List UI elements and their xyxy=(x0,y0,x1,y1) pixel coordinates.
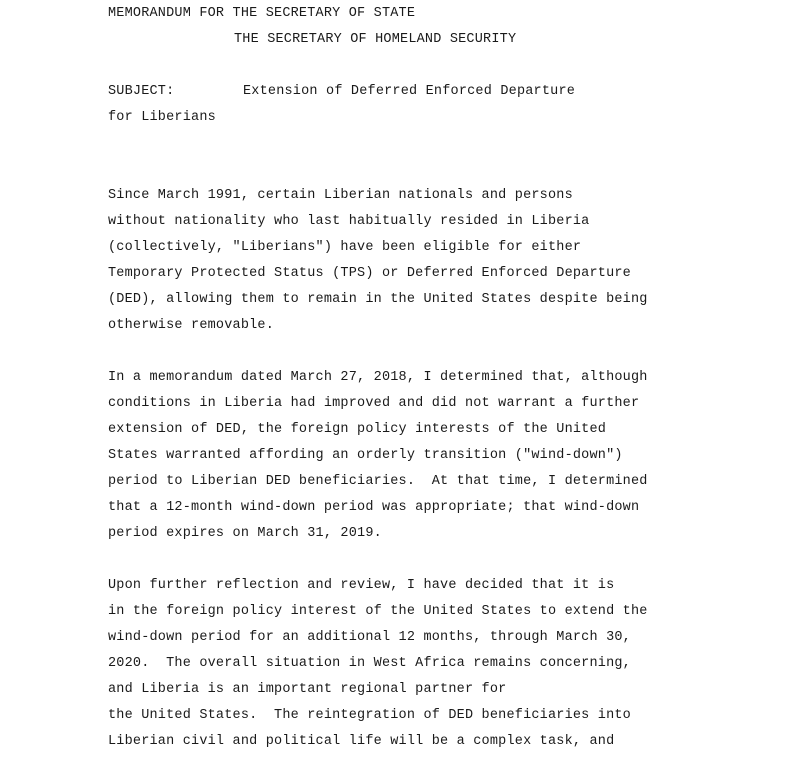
paragraph-3-line: Liberian civil and political life will be a complex task, and xyxy=(108,734,615,749)
paragraph-1-line: Temporary Protected Status (TPS) or Deferred Enforced Departure xyxy=(108,266,631,281)
subject-line-1: Extension of Deferred Enforced Departure xyxy=(243,84,576,99)
paragraph-2-line: extension of DED, the foreign policy interests of the United xyxy=(108,422,607,437)
paragraph-2-line: conditions in Liberia had improved and did not warrant a further xyxy=(108,396,640,411)
paragraph-3-line: the United States. The reintegration of DED beneficiaries into xyxy=(108,708,631,723)
paragraph-2-line: period expires on March 31, 2019. xyxy=(108,526,382,541)
paragraph-3-line: Upon further reflection and review, I have decided that it is xyxy=(108,578,615,593)
memo-recipient-line-1: MEMORANDUM FOR THE SECRETARY OF STATE xyxy=(108,6,416,21)
paragraph-3-line: wind-down period for an additional 12 months, through March 30, xyxy=(108,630,631,645)
paragraph-1-line: (collectively, "Liberians") have been eligible for either xyxy=(108,240,582,255)
paragraph-3-line: 2020. The overall situation in West Africa remains concerning, xyxy=(108,656,631,671)
paragraph-1-line: otherwise removable. xyxy=(108,318,275,333)
paragraph-2-line: In a memorandum dated March 27, 2018, I determined that, although xyxy=(108,370,648,385)
paragraph-2-line: period to Liberian DED beneficiaries. At that time, I determined xyxy=(108,474,648,489)
paragraph-3-line: in the foreign policy interest of the United States to extend the xyxy=(108,604,648,619)
subject-label: SUBJECT: xyxy=(108,84,175,99)
paragraph-1-line: (DED), allowing them to remain in the United States despite being xyxy=(108,292,648,307)
paragraph-2-line: that a 12-month wind-down period was appropriate; that wind-down xyxy=(108,500,640,515)
paragraph-2-line: States warranted affording an orderly transition ("wind-down") xyxy=(108,448,623,463)
memo-recipient-line-2: THE SECRETARY OF HOMELAND SECURITY xyxy=(234,32,517,47)
paragraph-1-line: without nationality who last habitually resided in Liberia xyxy=(108,214,590,229)
paragraph-3-line: and Liberia is an important regional partner for xyxy=(108,682,507,697)
paragraph-1-line: Since March 1991, certain Liberian nationals and persons xyxy=(108,188,573,203)
subject-line-2: for Liberians xyxy=(108,110,216,125)
